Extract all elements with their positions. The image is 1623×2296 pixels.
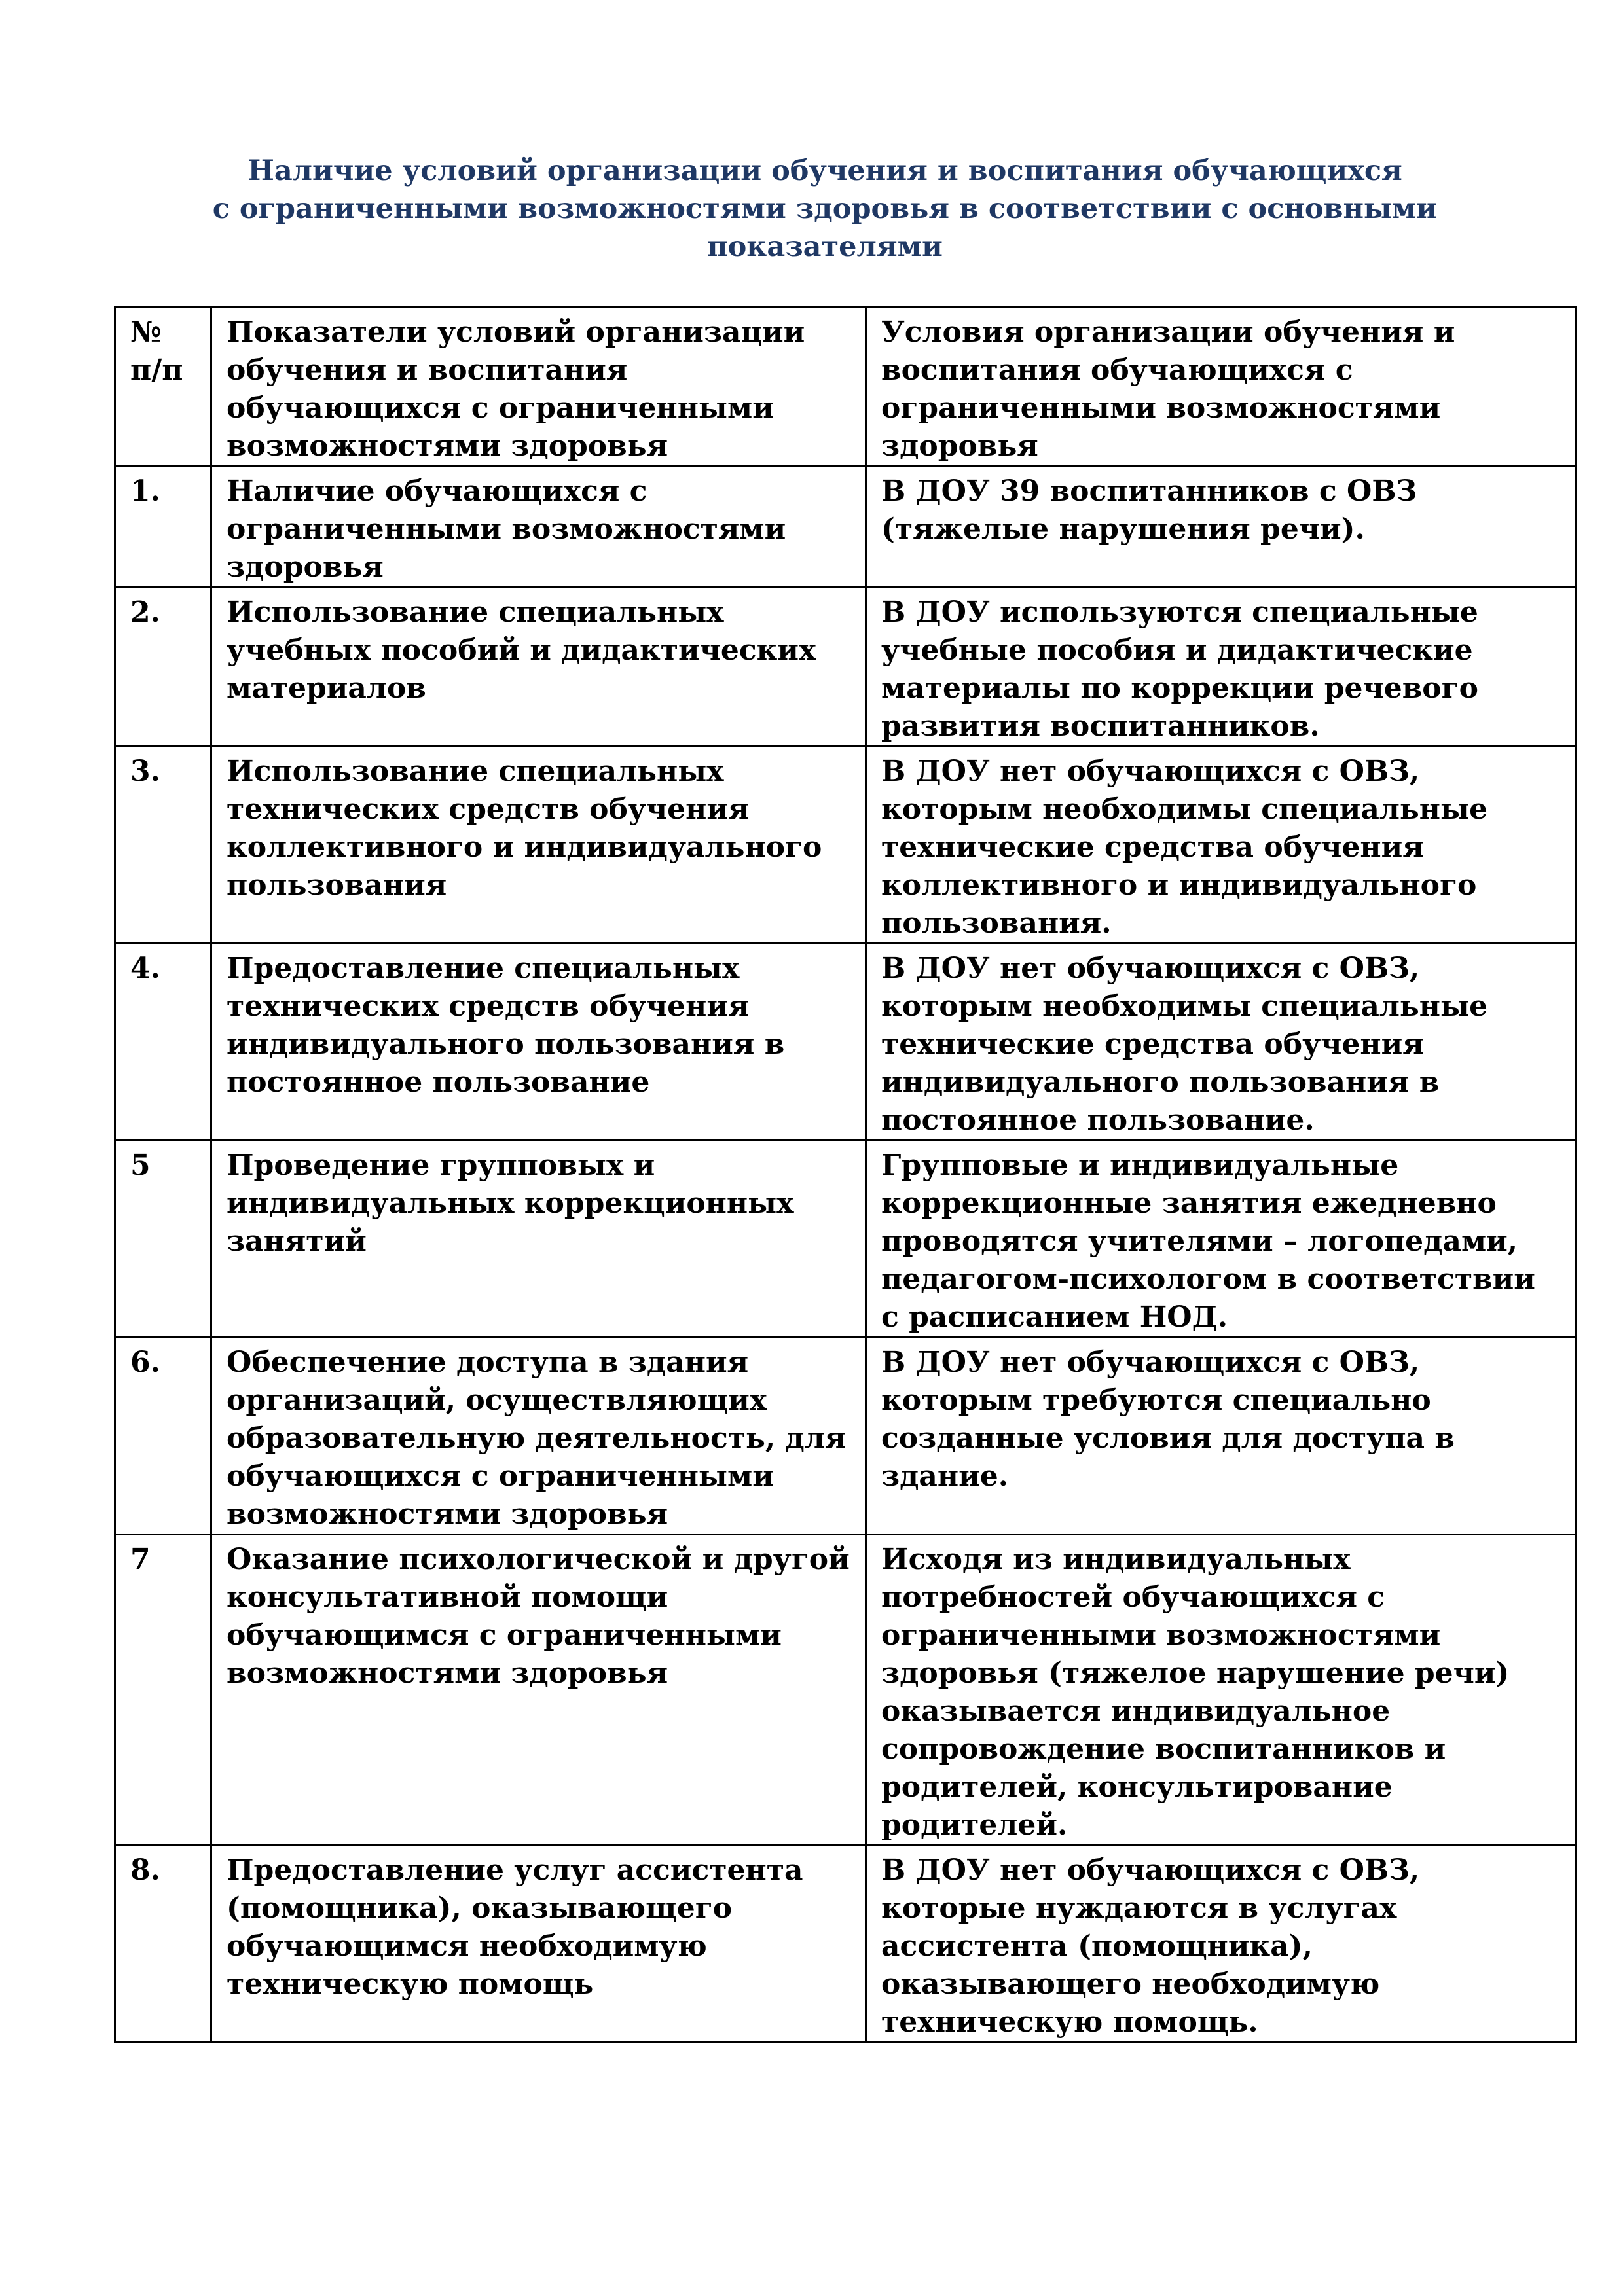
row-num: 1. xyxy=(115,467,211,588)
row-num: 7 xyxy=(115,1535,211,1846)
row-indicator: Предоставление специальных технических средств обучения индивидуального пользования в постоянное пользование xyxy=(211,944,866,1141)
table-row xyxy=(115,944,1577,1141)
title-line-2: с ограниченными возможностями здоровья в соответствии с основными xyxy=(212,192,1438,225)
row-conditions: В ДОУ 39 воспитанников с ОВЗ (тяжелые нарушения речи). xyxy=(866,467,1577,588)
row-indicator: Предоставление услуг ассистента (помощника), оказывающего обучающимся необходимую техническую помощь xyxy=(211,1846,866,2043)
row-indicator: Использование специальных технических средств обучения коллективного и индивидуального пользования xyxy=(211,747,866,944)
row-indicator: Проведение групповых и индивидуальных коррекционных занятий xyxy=(211,1141,866,1338)
title-line-1: Наличие условий организации обучения и воспитания обучающихся xyxy=(247,154,1402,187)
row-num: 4. xyxy=(115,944,211,1141)
conditions-table xyxy=(114,306,1577,2043)
row-conditions: Групповые и индивидуальные коррекционные занятия ежедневно проводятся учителями – логопедами, педагогом-психологом в соответствии с расписанием НОД. xyxy=(866,1141,1577,1338)
row-num: 5 xyxy=(115,1141,211,1338)
table-row xyxy=(115,588,1577,747)
row-conditions: В ДОУ используются специальные учебные пособия и дидактические материалы по коррекции речевого развития воспитанников. xyxy=(866,588,1577,747)
row-conditions: В ДОУ нет обучающихся с ОВЗ, которые нуждаются в услугах ассистента (помощника), оказывающего необходимую техническую помощь. xyxy=(866,1846,1577,2043)
table-row xyxy=(115,1338,1577,1535)
table-row xyxy=(115,747,1577,944)
title-line-3: показателями xyxy=(707,230,943,263)
row-indicator: Оказание психологической и другой консультативной помощи обучающимся с ограниченными возможностями здоровья xyxy=(211,1535,866,1846)
row-indicator: Обеспечение доступа в здания организаций, осуществляющих образовательную деятельность, для обучающихся с ограниченными возможностями здоровья xyxy=(211,1338,866,1535)
row-conditions: В ДОУ нет обучающихся с ОВЗ, которым требуются специально созданные условия для доступа в здание. xyxy=(866,1338,1577,1535)
row-indicator: Наличие обучающихся с ограниченными возможностями здоровья xyxy=(211,467,866,588)
row-conditions: В ДОУ нет обучающихся с ОВЗ, которым необходимы специальные технические средства обучения индивидуального пользования в постоянное пользование. xyxy=(866,944,1577,1141)
row-num: 2. xyxy=(115,588,211,747)
table-row xyxy=(115,1141,1577,1338)
header-indicator: Показатели условий организации обучения и воспитания обучающихся с ограниченными возможностями здоровья xyxy=(211,308,866,467)
row-indicator: Использование специальных учебных пособий и дидактических материалов xyxy=(211,588,866,747)
table-header-row xyxy=(115,308,1577,467)
table-row xyxy=(115,467,1577,588)
conditions-table-wrapper xyxy=(114,306,1575,2043)
row-conditions: В ДОУ нет обучающихся с ОВЗ, которым необходимы специальные технические средства обучения коллективного и индивидуального пользования. xyxy=(866,747,1577,944)
document-title xyxy=(190,152,1460,266)
header-conditions: Условия организации обучения и воспитания обучающихся с ограниченными возможностями здоровья xyxy=(866,308,1577,467)
row-num: 3. xyxy=(115,747,211,944)
row-num: 6. xyxy=(115,1338,211,1535)
table-row xyxy=(115,1535,1577,1846)
table-row xyxy=(115,1846,1577,2043)
header-num: № п/п xyxy=(115,308,211,467)
row-num: 8. xyxy=(115,1846,211,2043)
row-conditions: Исходя из индивидуальных потребностей обучающихся с ограниченными возможностями здоровья (тяжелое нарушение речи) оказывается индивидуальное сопровождение воспитанников и родителей, консультирование родителей. xyxy=(866,1535,1577,1846)
